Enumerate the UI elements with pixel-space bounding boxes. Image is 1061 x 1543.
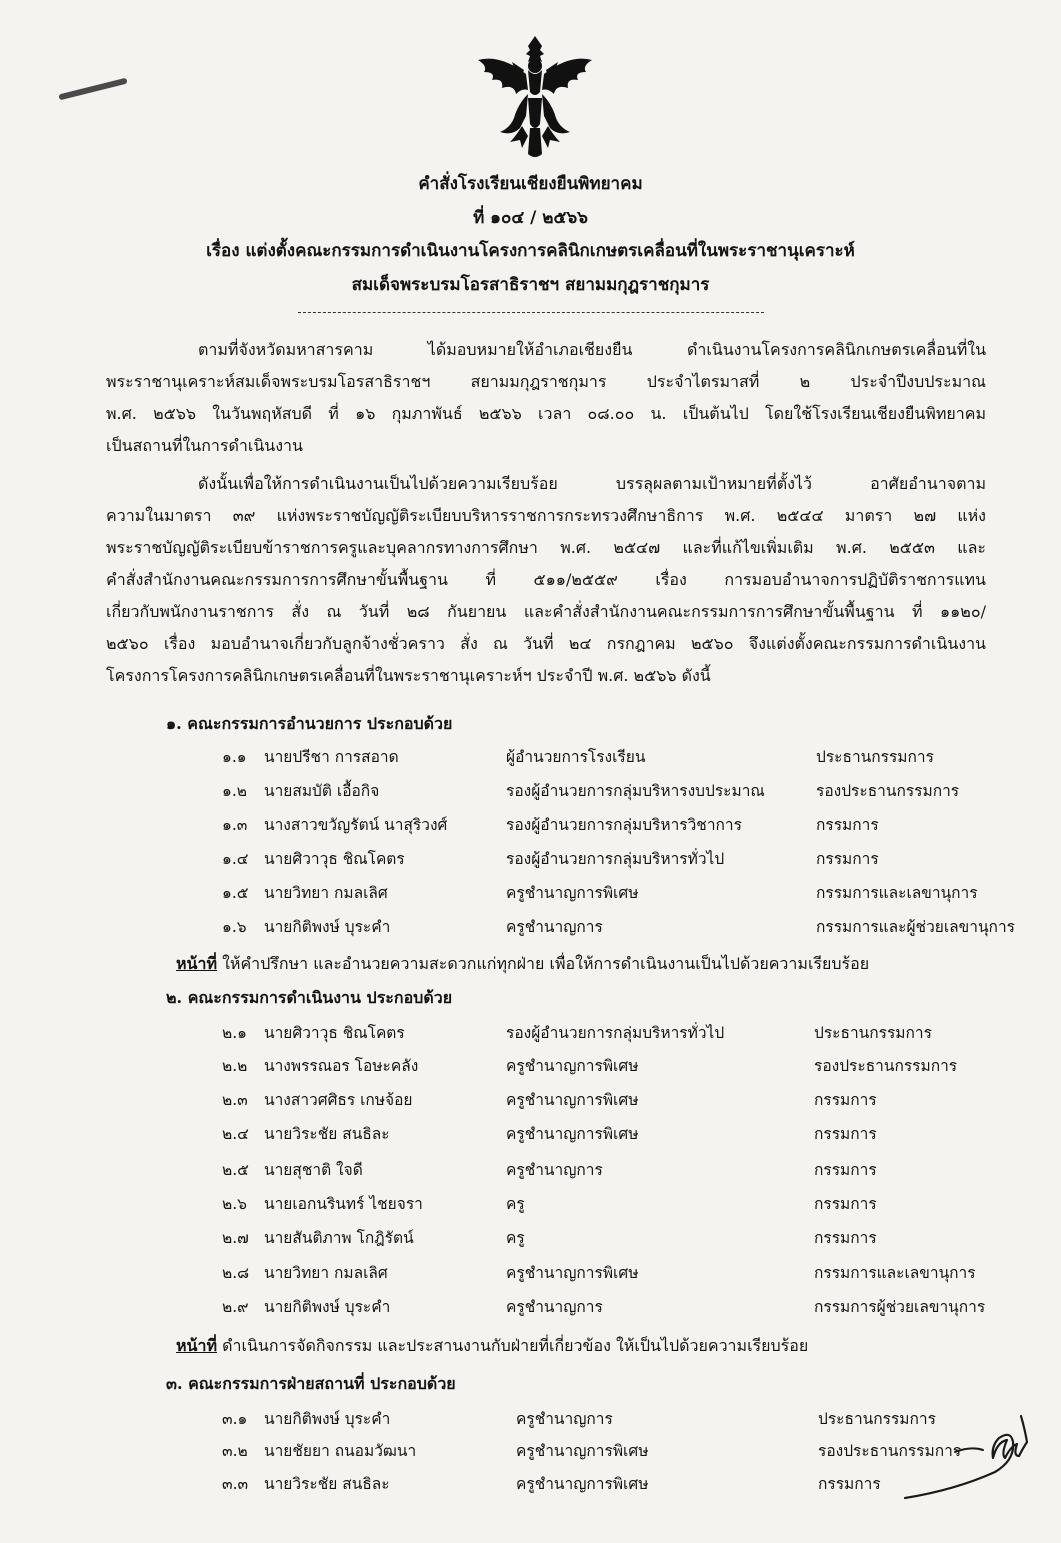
member-number: ๑.๑ (222, 748, 247, 766)
member-role: รองประธานกรรมการ (814, 1057, 958, 1075)
member-role: รองประธานกรรมการ (816, 782, 960, 800)
member-position: ครู (506, 1229, 525, 1247)
member-name: นายวิระชัย สนธิละ (264, 1475, 390, 1493)
member-number: ๒.๔ (222, 1125, 249, 1143)
member-role: กรรมการ (814, 1229, 877, 1247)
section-3-title: ๓. คณะกรรมการฝ่ายสถานที่ ประกอบด้วย (166, 1374, 456, 1393)
paragraph-line: โครงการโครงการคลินิกเกษตรเคลื่อนที่ในพระราชานุเคราะห์ฯ ประจำปี พ.ศ. ๒๕๖๖ ดังนี้ (106, 666, 711, 685)
section-1-duty (176, 952, 869, 977)
paragraph-1 (106, 334, 986, 462)
member-number: ๑.๕ (222, 884, 249, 902)
member-name: นายปรีชา การสอาด (264, 748, 399, 766)
paragraph-line: ตามที่จังหวัดมหาสารคาม ได้มอบหมายให้อำเภอเชียงยืน ดำเนินงานโครงการคลินิกเกษตรเคลื่อนที่ใน (198, 340, 986, 359)
member-name: นายสันติภาพ โกฎิรัตน์ (264, 1229, 414, 1247)
member-position: ครูชำนาญการ (506, 1161, 603, 1179)
paragraph-line: ดังนั้นเพื่อให้การดำเนินงานเป็นไปด้วยความเรียบร้อย บรรลุผลตามเป้าหมายที่ตั้งไว้ อาศัยอำนาจตาม (198, 474, 986, 493)
member-name: นายศิวาวุธ ชิณโคตร (264, 850, 405, 868)
duty-label: หน้าที่ (176, 954, 218, 973)
paragraph-line: ความในมาตรา ๓๙ แห่งพระราชบัญญัติระเบียบบริหารราชการกระทรวงศึกษาธิการ พ.ศ. ๒๕๔๔ มาตรา ๒๗ แห่ง (106, 506, 986, 525)
paragraph-line: เป็นสถานที่ในการดำเนินงาน (106, 436, 303, 455)
paragraph-line: พระราชานุเคราะห์สมเด็จพระบรมโอรสาธิราชฯ สยามมกุฎราชกุมาร ประจำไตรมาสที่ ๒ ประจำปีงบประมาณ (106, 372, 986, 391)
order-issuer: คำสั่งโรงเรียนเชียงยืนพิทยาคม (418, 174, 643, 194)
member-position: ครูชำนาญการพิเศษ (506, 1091, 639, 1109)
member-role: กรรมการผู้ช่วยเลขานุการ (814, 1298, 986, 1316)
member-name: นางพรรณอร โอษะคลัง (264, 1057, 419, 1075)
member-role: กรรมการและเลขานุการ (814, 1264, 976, 1282)
member-role: กรรมการ (818, 1475, 881, 1493)
member-position: ครูชำนาญการพิเศษ (516, 1475, 649, 1493)
member-position: รองผู้อำนวยการกลุ่มบริหารวิชาการ (506, 816, 742, 834)
member-position: ครูชำนาญการพิเศษ (506, 884, 639, 902)
member-position: ครูชำนาญการ (506, 1298, 603, 1316)
member-role: กรรมการ (814, 1161, 877, 1179)
member-name: นายชัยยา ถนอมวัฒนา (264, 1442, 417, 1460)
section-2-title: ๒. คณะกรรมการดำเนินงาน ประกอบด้วย (166, 988, 453, 1007)
member-number: ๒.๗ (222, 1229, 249, 1247)
member-name: นางสาวศศิธร เกษจ้อย (264, 1091, 413, 1109)
member-role: รองประธานกรรมการ (818, 1442, 962, 1460)
member-role: กรรมการและผู้ช่วยเลขานุการ (816, 918, 1015, 936)
paragraph-line: พระราชบัญญัติระเบียบข้าราชการครูและบุคลากรทางการศึกษา พ.ศ. ๒๕๔๗ และที่แก้ไขเพิ่มเติม พ.ศ. ๒๕๕๓ และ (106, 538, 986, 557)
member-role: กรรมการ (816, 816, 879, 834)
member-role: ประธานกรรมการ (816, 748, 934, 766)
member-name: นายศิวาวุธ ชิณโคตร (264, 1024, 405, 1042)
member-role: กรรมการ (814, 1195, 877, 1213)
member-name: นายกิติพงษ์ บุระคำ (264, 1298, 391, 1316)
duty-label: หน้าที่ (176, 1336, 218, 1355)
member-role: กรรมการ (814, 1125, 877, 1143)
member-number: ๒.๕ (222, 1161, 249, 1179)
section-1-title: ๑. คณะกรรมการอำนวยการ ประกอบด้วย (166, 714, 453, 733)
paragraph-line: พ.ศ. ๒๕๖๖ ในวันพฤหัสบดี ที่ ๑๖ กุมภาพันธ์ ๒๕๖๖ เวลา ๐๘.๐๐ น. เป็นต้นไป โดยใช้โรงเรียนเชียงยืนพิทยาคม (106, 404, 986, 423)
member-position: ครูชำนาญการ (506, 918, 603, 936)
member-number: ๒.๒ (222, 1057, 248, 1075)
member-name: นายเอกนรินทร์ ไชยจรา (264, 1195, 423, 1213)
member-position: ครูชำนาญการพิเศษ (516, 1442, 649, 1460)
member-number: ๒.๘ (222, 1264, 250, 1282)
member-name: นายวิทยา กมลเลิศ (264, 884, 388, 902)
member-name: นางสาวขวัญรัตน์ นาสุริวงศ์ (264, 816, 448, 834)
duty-text: ให้คำปรึกษา และอำนวยความสะดวกแก่ทุกฝ่าย เพื่อให้การดำเนินงานเป็นไปด้วยความเรียบร้อย (217, 954, 870, 973)
member-name: นายสมบัติ เอื้อกิจ (264, 782, 380, 800)
member-number: ๒.๙ (222, 1298, 249, 1316)
member-position: รองผู้อำนวยการกลุ่มบริหารงบประมาณ (506, 782, 765, 800)
paragraph-line: ๒๕๖๐ เรื่อง มอบอำนาจเกี่ยวกับลูกจ้างชั่วคราว สั่ง ณ วันที่ ๒๔ กรกฎาคม ๒๕๖๐ จึงแต่งตั้งคณะกรรมการดำเนินงาน (106, 634, 986, 653)
member-number: ๑.๔ (222, 850, 249, 868)
member-number: ๑.๓ (222, 816, 248, 834)
member-position: รองผู้อำนวยการกลุ่มบริหารทั่วไป (506, 850, 725, 868)
member-role: ประธานกรรมการ (814, 1024, 932, 1042)
member-number: ๑.๖ (222, 918, 247, 936)
stray-pen-mark (58, 78, 127, 101)
member-number: ๑.๒ (222, 782, 247, 800)
member-position: ครูชำนาญการพิเศษ (506, 1057, 639, 1075)
member-name: นายวิระชัย สนธิละ (264, 1125, 390, 1143)
member-name: นายกิติพงษ์ บุระคำ (264, 1410, 391, 1428)
member-position: รองผู้อำนวยการกลุ่มบริหารทั่วไป (506, 1024, 725, 1042)
member-position: ครูชำนาญการพิเศษ (506, 1125, 639, 1143)
member-name: นายวิทยา กมลเลิศ (264, 1264, 388, 1282)
member-role: ประธานกรรมการ (818, 1410, 936, 1428)
subject-line-1: เรื่อง แต่งตั้งคณะกรรมการดำเนินงานโครงการคลินิกเกษตรเคลื่อนที่ในพระราชานุเคราะห์ (206, 241, 855, 261)
member-role: กรรมการ (814, 1091, 877, 1109)
member-number: ๒.๖ (222, 1195, 247, 1213)
member-position: ครูชำนาญการพิเศษ (506, 1264, 639, 1282)
paragraph-line: เกี่ยวกับพนักงานราชการ สั่ง ณ วันที่ ๒๘ กันยายน และคำสั่งสำนักงานคณะกรรมการการศึกษาขั้นพื้นฐาน ที่ ๑๑๒๐/ (106, 602, 986, 621)
member-name: นายกิติพงษ์ บุระคำ (264, 918, 391, 936)
member-position: ผู้อำนวยการโรงเรียน (506, 748, 646, 766)
member-position: ครู (506, 1195, 525, 1213)
paragraph-line: คำสั่งสำนักงานคณะกรรมการการศึกษาขั้นพื้นฐาน ที่ ๕๑๑/๒๕๕๙ เรื่อง การมอบอำนาจการปฏิบัติราชการแทน (106, 570, 986, 589)
member-role: กรรมการและเลขานุการ (816, 884, 978, 902)
paragraph-2 (106, 468, 986, 692)
order-number: ที่ ๑๐๔ / ๒๕๖๖ (473, 208, 588, 228)
handwritten-signature (895, 1402, 1035, 1512)
member-role: กรรมการ (816, 850, 879, 868)
member-number: ๓.๑ (222, 1410, 248, 1428)
header-divider (298, 312, 764, 313)
section-2-duty (176, 1334, 808, 1359)
member-number: ๓.๓ (222, 1475, 249, 1493)
member-position: ครูชำนาญการ (516, 1410, 613, 1428)
garuda-emblem-icon (470, 32, 600, 162)
subject-line-2: สมเด็จพระบรมโอรสาธิราชฯ สยามมกุฎราชกุมาร (351, 275, 710, 295)
member-number: ๒.๓ (222, 1091, 248, 1109)
member-number: ๒.๑ (222, 1024, 247, 1042)
member-number: ๓.๒ (222, 1442, 248, 1460)
member-name: นายสุชาติ ใจดี (264, 1161, 363, 1179)
duty-text: ดำเนินการจัดกิจกรรม และประสานงานกับฝ่ายที่เกี่ยวข้อง ให้เป็นไปด้วยความเรียบร้อย (217, 1336, 809, 1355)
